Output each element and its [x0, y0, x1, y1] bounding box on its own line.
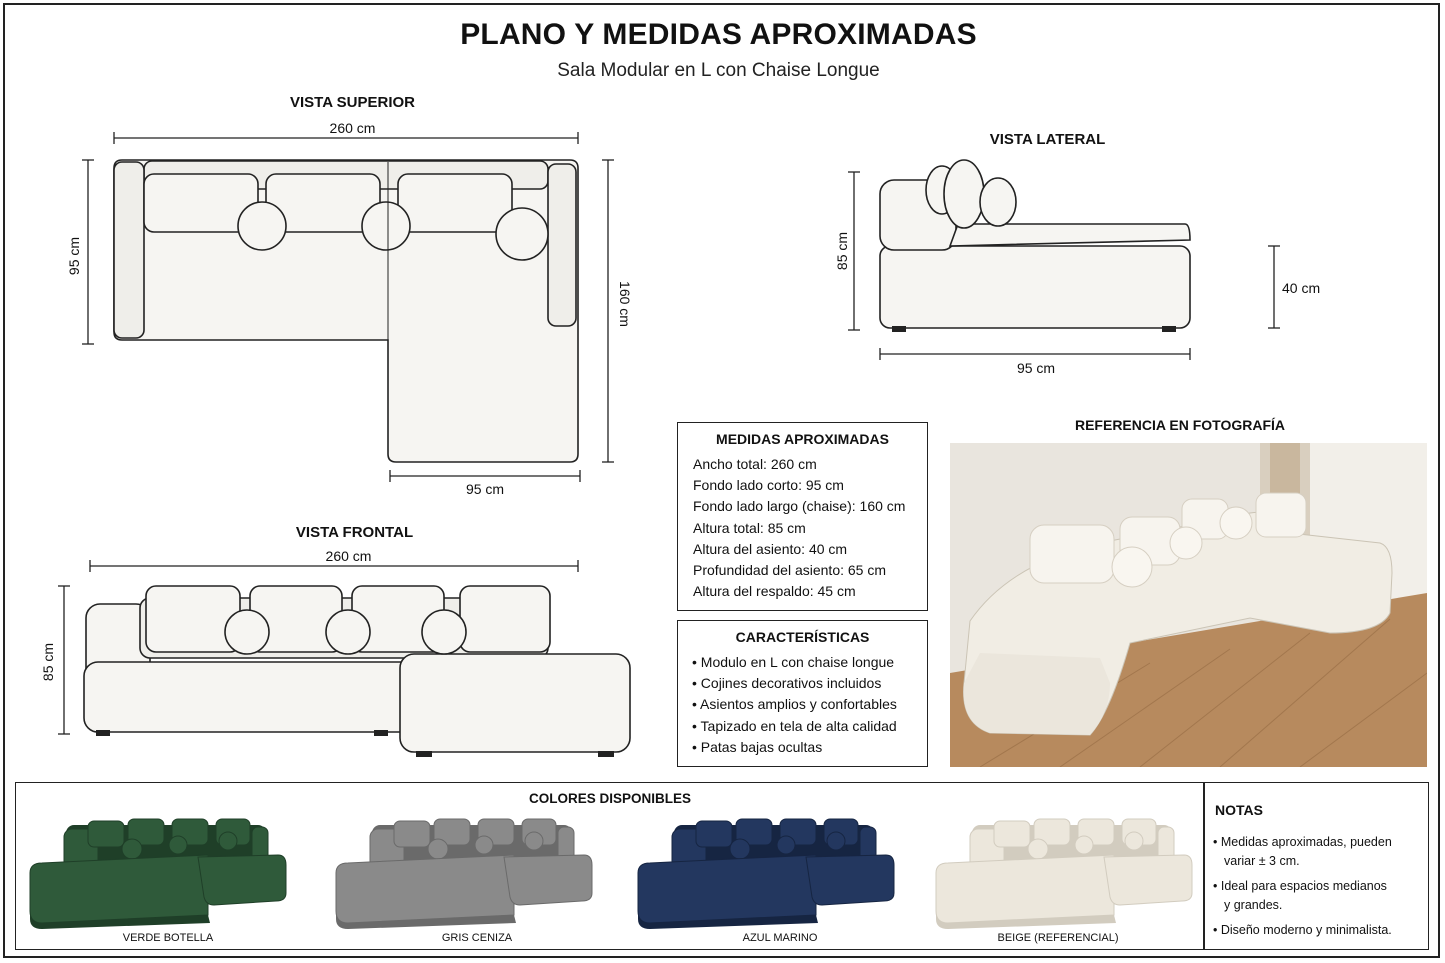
swatch-shape [219, 832, 237, 850]
page-subtitle: Sala Modular en L con Chaise Longue [557, 60, 880, 81]
swatch-shape [1125, 832, 1143, 850]
swatch-shape [122, 839, 142, 859]
front-view-height-dim: 85 cm [40, 642, 56, 682]
photo-label: REFERENCIA EN FOTOGRAFÍA [1074, 417, 1285, 433]
color-label-beige: BEIGE (REFERENCIAL) [997, 932, 1119, 944]
feature-item: • Asientos amplios y confortables [692, 696, 897, 713]
notes-title: NOTAS [1215, 802, 1263, 818]
swatch-shape [827, 832, 845, 850]
side-view-height-dim: 85 cm [834, 231, 850, 271]
swatch-shape [428, 839, 448, 859]
top-view-depth-long-dim: 160 cm [617, 281, 633, 327]
swatch-shape [525, 832, 543, 850]
features-list [692, 652, 927, 758]
features-title: CARACTERÍSTICAS [735, 629, 870, 645]
swatch-shape [1104, 855, 1192, 905]
side-view-drawing [840, 150, 1290, 360]
swatch-shape [394, 821, 430, 847]
top-view-width-dim: 260 cm [329, 120, 376, 136]
spec-line: Fondo lado corto: 95 cm [693, 477, 844, 494]
swatch-shape [777, 836, 795, 854]
color-label-gris: GRIS CENIZA [441, 932, 513, 944]
note-item: • Medidas aproximadas, pueden [1213, 835, 1392, 849]
top-view-drawing [70, 128, 650, 488]
side-view-label: VISTA LATERAL [989, 131, 1106, 148]
swatch-shape [336, 855, 514, 923]
features-box [677, 620, 928, 767]
swatch-shape [806, 855, 894, 905]
notes-list [1213, 833, 1428, 940]
swatch-shape [198, 855, 286, 905]
swatch-shape [994, 821, 1030, 847]
specs-box [677, 422, 928, 611]
note-item-cont: variar ± 3 cm. [1224, 854, 1300, 868]
spec-line: Ancho total: 260 cm [693, 456, 817, 472]
swatch-shape [638, 855, 816, 923]
swatch-shape [936, 855, 1114, 923]
swatch-shape [169, 836, 187, 854]
swatch-shape [1075, 836, 1093, 854]
page-title: PLANO Y MEDIDAS APROXIMADAS [460, 18, 977, 51]
swatch-shape [504, 855, 592, 905]
colors-title: COLORES DISPONIBLES [528, 791, 692, 806]
specs-list [693, 454, 927, 602]
front-view-drawing [50, 558, 650, 768]
swatch-shape [730, 839, 750, 859]
color-swatch-sofa [636, 815, 898, 930]
spec-line: Fondo lado largo (chaise): 160 cm [693, 498, 906, 515]
feature-item: • Cojines decorativos incluidos [692, 675, 882, 692]
specs-title: MEDIDAS APROXIMADAS [716, 431, 889, 447]
side-view-depth-dim: 95 cm [1016, 360, 1056, 376]
note-item: • Ideal para espacios medianos [1213, 879, 1387, 893]
swatch-shape [88, 821, 124, 847]
reference-photo [950, 443, 1427, 767]
note-item: • Diseño moderno y minimalista. [1213, 923, 1392, 937]
color-label-azul: AZUL MARINO [742, 932, 818, 944]
front-view-label: VISTA FRONTAL [295, 524, 414, 541]
swatch-shape [696, 821, 732, 847]
side-view-seat-height-dim: 40 cm [1282, 280, 1321, 296]
swatch-shape [475, 836, 493, 854]
top-view-label: VISTA SUPERIOR [289, 94, 416, 111]
notes-divider [1203, 782, 1205, 950]
swatch-shape [30, 855, 208, 923]
note-item-cont: y grandes. [1224, 898, 1283, 912]
top-view-chaise-dim: 95 cm [465, 481, 505, 497]
color-swatch-sofa [28, 815, 290, 930]
front-view-width-dim: 260 cm [325, 548, 372, 564]
color-swatch-sofa [334, 815, 596, 930]
spec-line: Altura del asiento: 40 cm [693, 540, 848, 557]
spec-line: Profundidad del asiento: 65 cm [693, 562, 887, 579]
color-swatch-sofa [934, 815, 1196, 930]
spec-line: Altura del respaldo: 45 cm [693, 583, 856, 600]
swatch-shape [1028, 839, 1048, 859]
feature-item: • Patas bajas ocultas [692, 738, 823, 755]
top-view-depth-short-dim: 95 cm [66, 236, 82, 276]
spec-line: Altura total: 85 cm [693, 519, 806, 536]
feature-item: • Tapizado en tela de alta calidad [692, 717, 897, 734]
color-label-verde: VERDE BOTELLA [122, 932, 214, 944]
feature-item: • Modulo en L con chaise longue [692, 654, 895, 670]
